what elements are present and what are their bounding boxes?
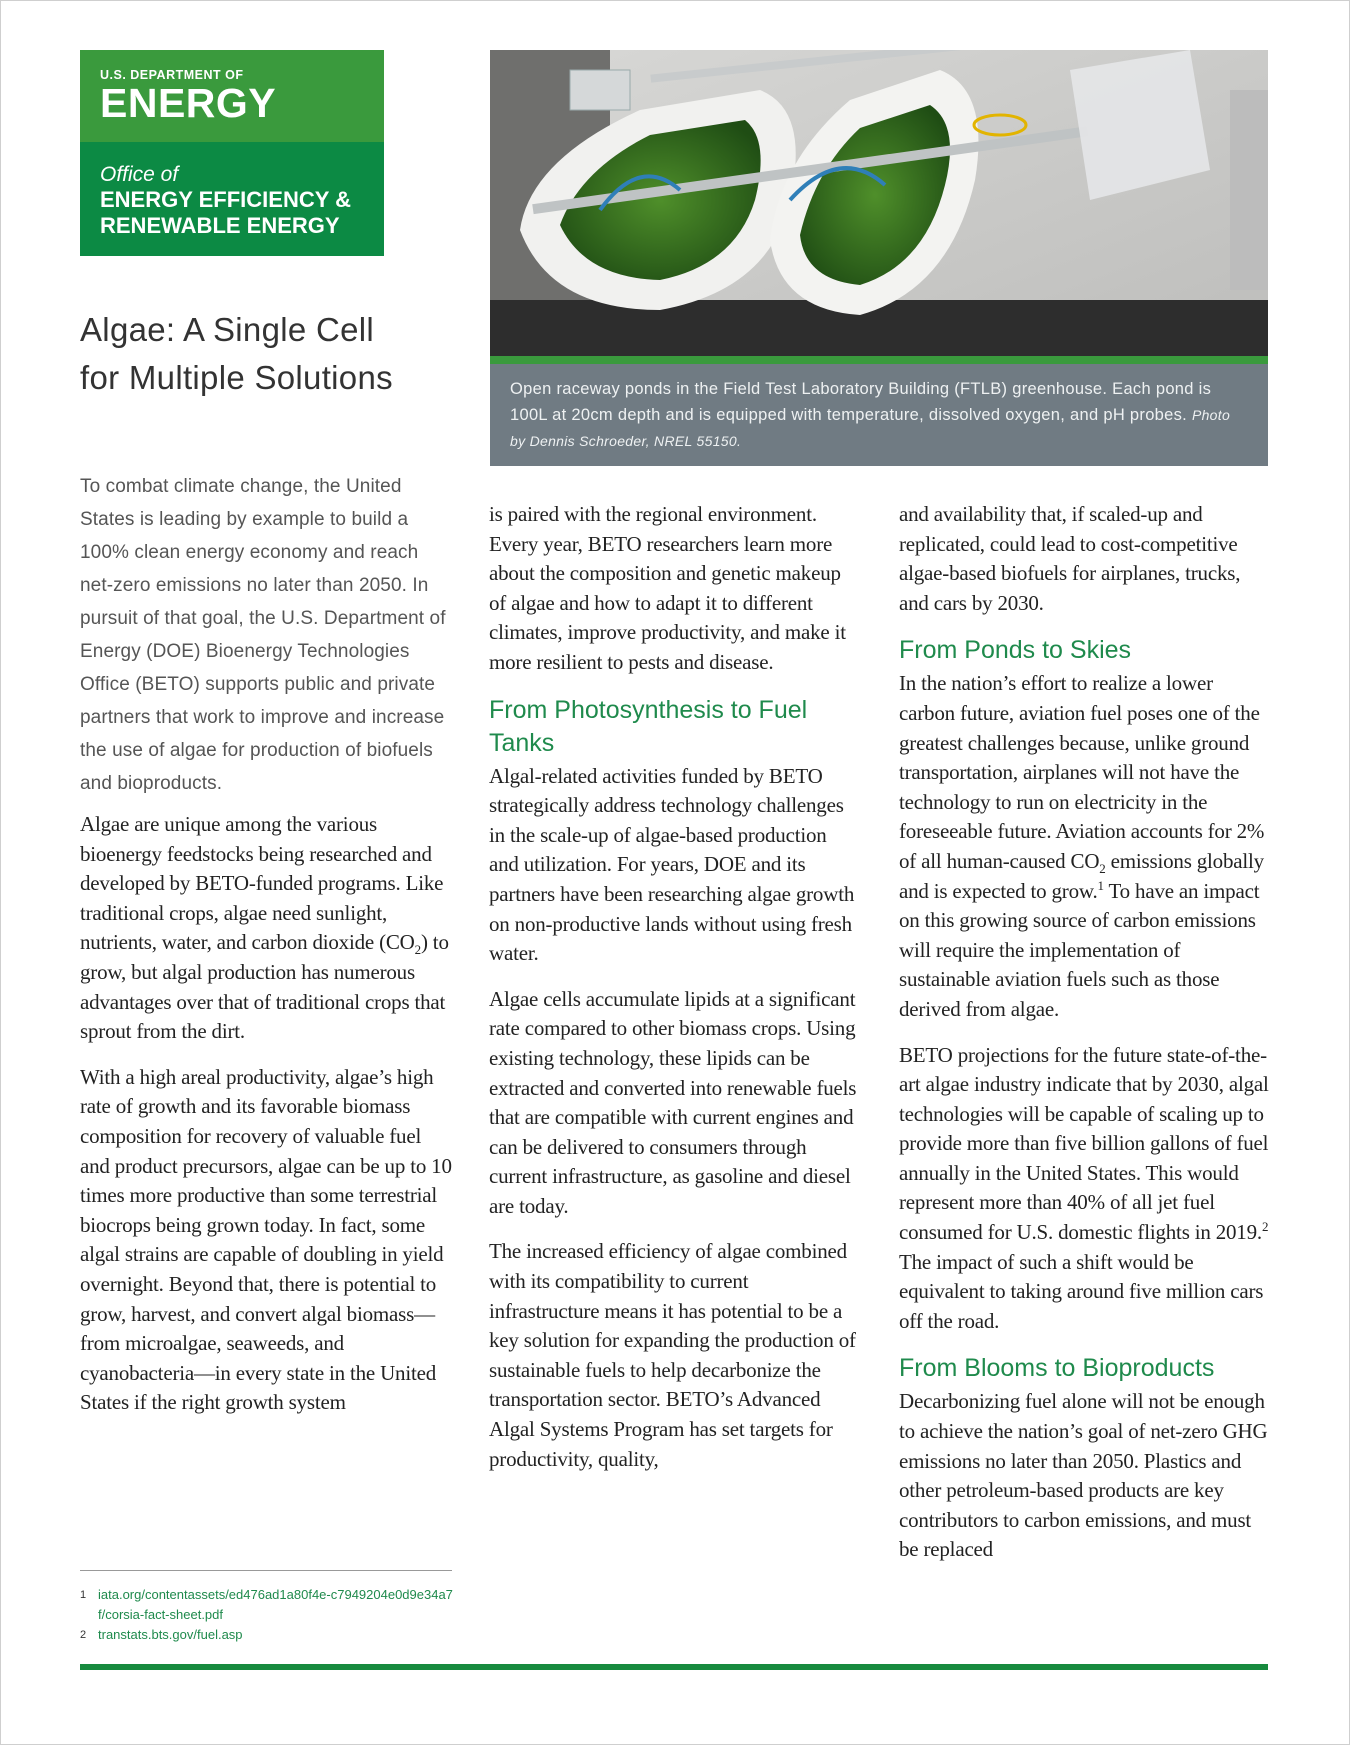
- paragraph: is paired with the regional environment. Every year, BETO researchers learn more about the composition and genetic makeup of algae and how to adapt it to different climates, improve productivity, and make it more resilient to pests and disease.: [489, 502, 846, 674]
- logo-doe-block: [80, 50, 384, 142]
- caption-text: Open raceway ponds in the Field Test Laboratory Building (FTLB) greenhouse. Each pond is 100L at 20cm depth and is equipped with temperature, dissolved oxygen, and pH probes.: [510, 380, 1212, 424]
- text-run: Algae are unique among the various bioenergy feedstocks being researched and developed by BETO-funded programs. Like traditional crops, algae need sunlight, nutrients, water, and carbon dioxide (CO: [80, 812, 444, 955]
- subscript: 2: [1099, 861, 1106, 877]
- doe-eere-logo: [80, 50, 384, 256]
- paragraph: [899, 669, 1271, 1024]
- footnote-ref[interactable]: 1: [1097, 877, 1104, 893]
- footnotes: [80, 1585, 460, 1645]
- page-title: Algae: A Single Cell for Multiple Solutions: [80, 311, 393, 396]
- paragraph: [899, 1041, 1271, 1337]
- footnote-link[interactable]: transtats.bts.gov/fuel.asp: [98, 1627, 243, 1642]
- text-run: In the nation’s effort to realize a lower carbon future, aviation fuel poses one of the greatest challenges because, unlike ground transportation, airplanes will not have the technology to run on electricity in the foreseeable future. Aviation accounts for 2% of all human-caused CO: [899, 671, 1265, 873]
- logo-eere-line1: ENERGY EFFICIENCY &: [100, 187, 352, 212]
- logo-office-text: Office of: [100, 163, 179, 186]
- logo-energy-text: ENERGY: [100, 80, 277, 126]
- column-3: [899, 500, 1271, 1581]
- text-run: To have an impact on this growing source of carbon emissions will require the implementation of sustainable aviation fuels such as those derived from algae.: [899, 878, 1260, 1021]
- intro-paragraph: To combat climate change, the United States is leading by example to build a 100% clean energy economy and reach net-zero emissions no later than 2050. In pursuit of that goal, the U.S. Department of Energy (DOE) Bioenergy Technologies Office (BETO) supports public and private partners that work to improve and increase the use of algae for production of biofuels and bioproducts.: [80, 476, 446, 794]
- logo-eere-block: [80, 142, 384, 256]
- text-run: The impact of such a shift would be equivalent to taking around five million cars off the road.: [899, 1249, 1264, 1333]
- paragraph: [80, 810, 452, 1047]
- paragraph: and availability that, if scaled-up and replicated, could lead to cost-competitive algae-based biofuels for airplanes, trucks, and cars by 2030.: [899, 502, 1241, 615]
- footnote-item: [80, 1625, 460, 1645]
- column-2: [489, 500, 861, 1490]
- raceway-ponds-illustration: [490, 50, 1268, 356]
- paragraph: Algal-related activities funded by BETO strategically address technology challenges in the scale-up of algae-based production and utilization. For years, DOE and its partners have been researching algae growth on non-productive lands without using fresh water.: [489, 763, 855, 966]
- subscript: 2: [414, 942, 421, 958]
- text-run: emissions globally and is expected to grow.: [899, 848, 1264, 903]
- section-heading: From Ponds to Skies: [899, 636, 1132, 665]
- footnote-link[interactable]: iata.org/contentassets/ed476ad1a80f4e-c7949204e0d9e34a7f/corsia-fact-sheet.pdf: [98, 1587, 453, 1622]
- paragraph: Algae cells accumulate lipids at a significant rate compared to other biomass crops. Using existing technology, these lipids can be extracted and converted into renewable fuels that are compatible with current engines and can be delivered to consumers through current infrastructure, as gasoline and diesel are today.: [489, 986, 857, 1218]
- bottom-green-rule: [80, 1664, 1268, 1670]
- photo-caption: [490, 364, 1268, 466]
- section-heading: From Blooms to Bioproducts: [899, 1354, 1215, 1383]
- section-heading: From Photosynthesis to Fuel Tanks: [489, 695, 808, 757]
- paragraph: The increased efficiency of algae combined with its compatibility to current infrastructure means it has potential to be a key solution for expanding the production of sustainable fuels to help decarbonize the transportation sector. BETO’s Advanced Algal Systems Program has set targets for productivity, quality,: [489, 1239, 856, 1471]
- caption-credit: Photo by Dennis Schroeder, NREL 55150.: [510, 407, 1231, 449]
- raceway-ponds-photo: [490, 50, 1268, 356]
- footnote-number: 2: [80, 1629, 87, 1641]
- paragraph: Decarbonizing fuel alone will not be enough to achieve the nation’s goal of net-zero GHG emissions no later than 2050. Plastics and other petroleum-based products are key contributors to carbon emissions, and must be replaced: [899, 1389, 1268, 1562]
- text-run: ) to grow, but algal production has numerous advantages over that of traditional crops that sprout from the dirt.: [80, 930, 449, 1044]
- text-run: BETO projections for the future state-of-the-art algae industry indicate that by 2030, algal technologies will be capable of scaling up to provide more than five billion gallons of fuel annually in the United States. This would represent more than 40% of all jet fuel consumed for U.S. domestic flights in 2019.: [899, 1042, 1269, 1245]
- column-1: [80, 470, 452, 1434]
- footnote-item: [80, 1585, 460, 1625]
- logo-dept-text: U.S. DEPARTMENT OF: [100, 68, 244, 82]
- logo-eere-line2: RENEWABLE ENERGY: [100, 213, 340, 238]
- footnote-divider: [80, 1570, 452, 1571]
- paragraph: With a high areal productivity, algae’s high rate of growth and its favorable biomass composition for recovery of valuable fuel and product precursors, algae can be up to 10 times more productive than some terrestrial biocrops being grown today. In fact, some algal strains are capable of doubling in yield overnight. Beyond that, there is potential to grow, harvest, and convert algal biomass—from microalgae, seaweeds, and cyanobacteria—in every state in the United States if the right growth system: [80, 1064, 452, 1415]
- footnote-ref[interactable]: 2: [1261, 1219, 1269, 1235]
- footnote-number: 1: [80, 1589, 87, 1601]
- photo-accent-bar: [490, 356, 1268, 364]
